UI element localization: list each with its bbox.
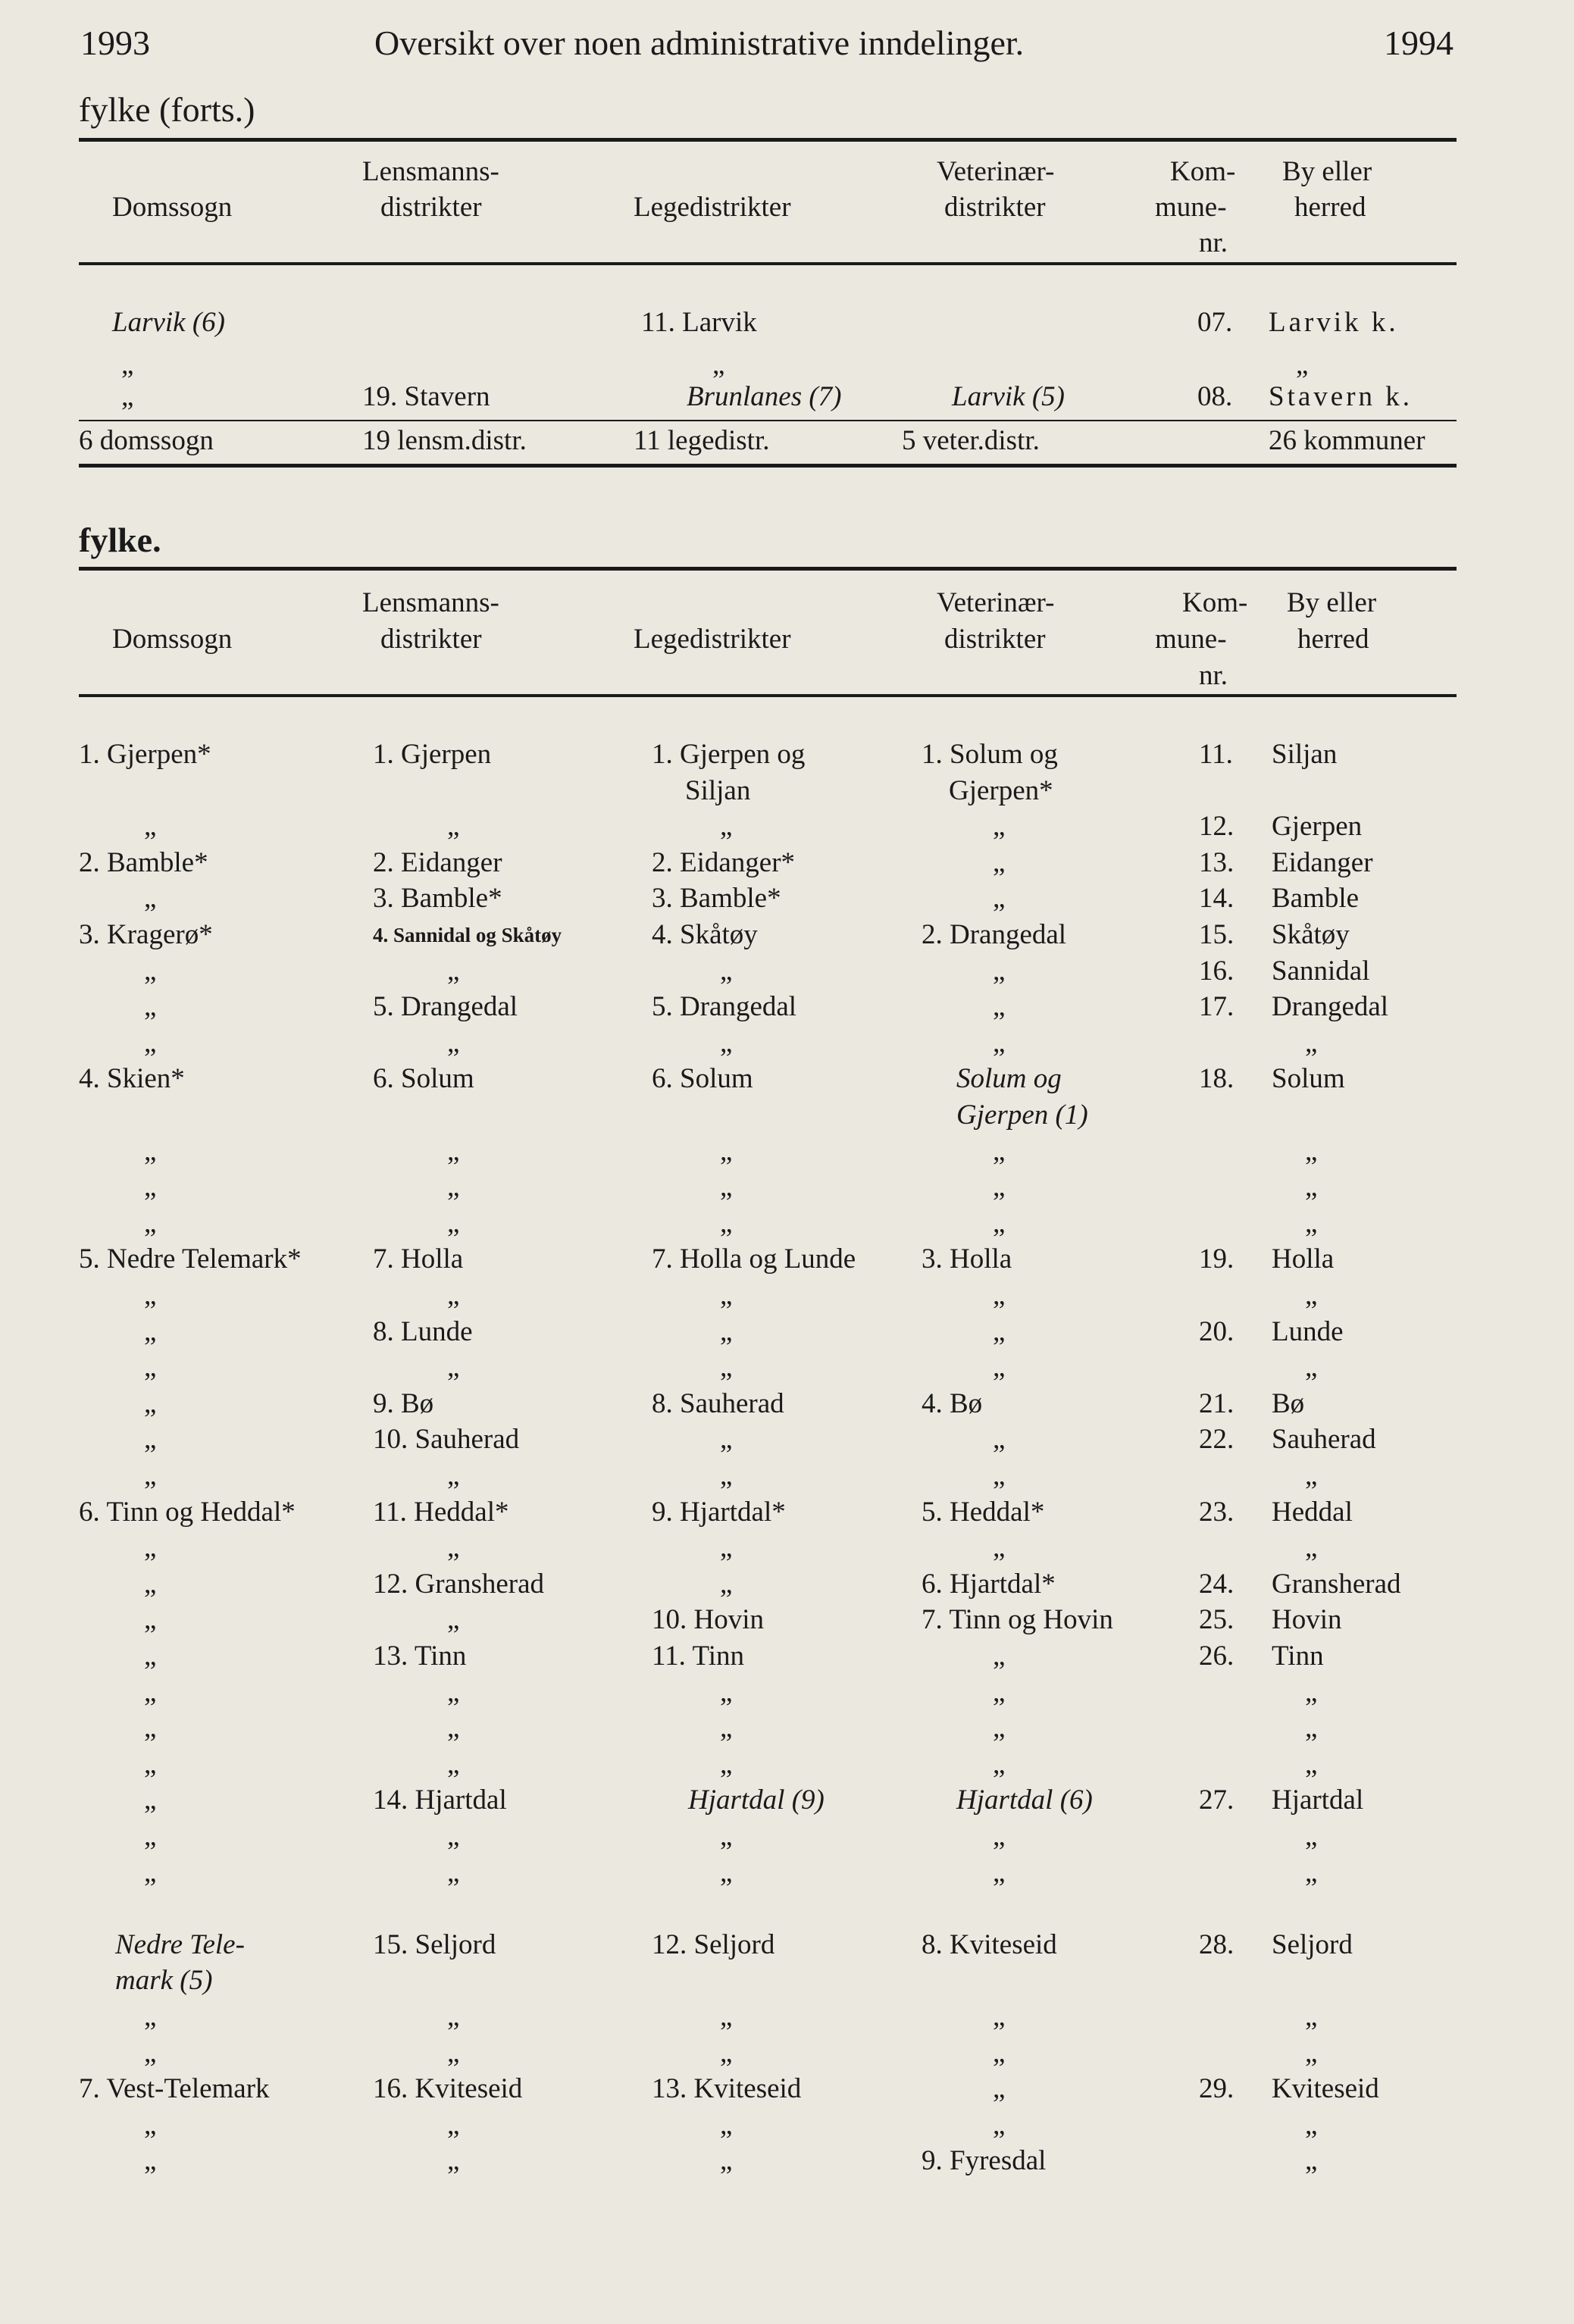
section1-bottom-rule bbox=[79, 464, 1457, 468]
s2-r16-c6: Lunde bbox=[1272, 1316, 1344, 1347]
s2-r35-c4: „ bbox=[993, 2001, 1006, 2032]
s2-r8-c2: „ bbox=[447, 1028, 460, 1059]
s2-r12-c2: „ bbox=[447, 1171, 460, 1203]
s2-r16-c1: „ bbox=[144, 1316, 157, 1347]
s2-r2-c6: Gjerpen bbox=[1272, 811, 1363, 842]
s2-r2-c3: „ bbox=[720, 811, 733, 842]
section1-top-rule bbox=[79, 138, 1457, 142]
s2-r7-c1: „ bbox=[144, 991, 157, 1022]
s2-r28-c1: „ bbox=[144, 1749, 157, 1780]
s2-r30-c2: „ bbox=[447, 1821, 460, 1852]
s2-r37-c4: „ bbox=[993, 2073, 1006, 2104]
s2-r24-c3: 10. Hovin bbox=[652, 1604, 764, 1635]
s2-r14-c2: 7. Holla bbox=[373, 1243, 464, 1275]
s1-sum-c4: 5 veter.distr. bbox=[902, 425, 1040, 456]
s2-r15-c4: „ bbox=[993, 1280, 1006, 1311]
s2-r21-c1: 6. Tinn og Heddal* bbox=[79, 1497, 296, 1528]
section1-header-rule bbox=[79, 262, 1457, 265]
s2-r20-c1: „ bbox=[144, 1460, 157, 1491]
s2-r12-c4: „ bbox=[993, 1171, 1006, 1203]
s2-r38-c4: „ bbox=[993, 2110, 1006, 2141]
s2-r9-c4: Solum og bbox=[956, 1063, 1062, 1094]
s2-r38-c3: „ bbox=[720, 2110, 733, 2141]
s2-r3-c2: 2. Eidanger bbox=[373, 847, 502, 878]
s2-r28-c3: „ bbox=[720, 1749, 733, 1780]
s2-r28-c6: „ bbox=[1305, 1749, 1318, 1780]
s2-r29-c2: 14. Hjartdal bbox=[373, 1784, 507, 1816]
s2-r23-c5: 24. bbox=[1199, 1569, 1234, 1600]
s2-r39-c6: „ bbox=[1305, 2145, 1318, 2176]
s2-r2-c2: „ bbox=[447, 811, 460, 842]
s2-r29-c5: 27. bbox=[1199, 1784, 1234, 1816]
s2-col-by-2: herred bbox=[1297, 624, 1369, 655]
s2-r6-c3: „ bbox=[720, 956, 733, 987]
s2-r33-c3: 12. Seljord bbox=[652, 1929, 775, 1960]
s2-r1-c3: Siljan bbox=[685, 775, 751, 806]
s2-r39-c4: 9. Fyresdal bbox=[922, 2145, 1047, 2176]
s2-r6-c4: „ bbox=[993, 956, 1006, 987]
s2-r0-c5: 11. bbox=[1199, 739, 1233, 770]
s2-r30-c4: „ bbox=[993, 1821, 1006, 1852]
s2-r39-c2: „ bbox=[447, 2145, 460, 2176]
s2-r23-c6: Gransherad bbox=[1272, 1569, 1401, 1600]
s2-r5-c3: 4. Skåtøy bbox=[652, 919, 758, 950]
s2-r17-c6: „ bbox=[1305, 1352, 1318, 1383]
s2-col-komm-2: mune- bbox=[1155, 624, 1227, 655]
s2-r3-c5: 13. bbox=[1199, 847, 1234, 878]
s2-r4-c6: Bamble bbox=[1272, 883, 1360, 914]
s1-r2-c6: Stavern k. bbox=[1269, 381, 1413, 412]
s2-r35-c1: „ bbox=[144, 2001, 157, 2032]
s2-r18-c3: 8. Sauherad bbox=[652, 1388, 784, 1419]
s2-r9-c2: 6. Solum bbox=[373, 1063, 474, 1094]
s2-r37-c3: 13. Kviteseid bbox=[652, 2073, 802, 2104]
s2-r18-c5: 21. bbox=[1199, 1388, 1234, 1419]
s1-r2-c1: „ bbox=[121, 381, 134, 412]
s1-r0-c5: 07. bbox=[1197, 307, 1233, 338]
s2-r36-c3: „ bbox=[720, 2038, 733, 2069]
s2-r8-c6: „ bbox=[1305, 1028, 1318, 1059]
s1-sum-c1: 6 domssogn bbox=[79, 425, 214, 456]
s2-r19-c3: „ bbox=[720, 1424, 733, 1455]
s2-r26-c4: „ bbox=[993, 1677, 1006, 1708]
s2-r29-c4: Hjartdal (6) bbox=[956, 1784, 1093, 1816]
s2-r23-c2: 12. Gransherad bbox=[373, 1569, 545, 1600]
s2-r33-c1: Nedre Tele- bbox=[115, 1929, 245, 1960]
s2-col-domssogn: Domssogn bbox=[112, 624, 233, 655]
s2-r28-c2: „ bbox=[447, 1749, 460, 1780]
s2-r35-c2: „ bbox=[447, 2001, 460, 2032]
s2-r14-c1: 5. Nedre Telemark* bbox=[79, 1243, 302, 1275]
s1-col-lensmann-1: Lensmanns- bbox=[362, 156, 499, 187]
s2-r21-c4: 5. Heddal* bbox=[922, 1497, 1045, 1528]
s2-r8-c3: „ bbox=[720, 1028, 733, 1059]
s2-r0-c3: 1. Gjerpen og bbox=[652, 739, 806, 770]
s2-r18-c2: 9. Bø bbox=[373, 1388, 434, 1419]
s2-r17-c1: „ bbox=[144, 1352, 157, 1383]
s1-col-by-1: By eller bbox=[1282, 156, 1372, 187]
section2-top-rule bbox=[79, 567, 1457, 571]
s2-r18-c4: 4. Bø bbox=[922, 1388, 983, 1419]
s1-r1-c6: „ bbox=[1296, 349, 1309, 380]
s1-r2-c2: 19. Stavern bbox=[362, 381, 490, 412]
s2-r4-c3: 3. Bamble* bbox=[652, 883, 781, 914]
s2-r2-c4: „ bbox=[993, 811, 1006, 842]
s2-r15-c2: „ bbox=[447, 1280, 460, 1311]
s2-r23-c3: „ bbox=[720, 1569, 733, 1600]
s2-r27-c1: „ bbox=[144, 1713, 157, 1744]
s1-col-komm-1: Kom- bbox=[1170, 156, 1236, 187]
s2-r38-c2: „ bbox=[447, 2110, 460, 2141]
s1-col-lege: Legedistrikter bbox=[634, 192, 791, 223]
s2-r20-c4: „ bbox=[993, 1460, 1006, 1491]
page-number-left: 1993 bbox=[80, 23, 150, 62]
s2-r7-c2: 5. Drangedal bbox=[373, 991, 518, 1022]
s2-r7-c5: 17. bbox=[1199, 991, 1234, 1022]
s2-r19-c4: „ bbox=[993, 1424, 1006, 1455]
s2-r21-c3: 9. Hjartdal* bbox=[652, 1497, 786, 1528]
s1-col-komm-3: nr. bbox=[1199, 227, 1228, 258]
section2-header-rule bbox=[79, 694, 1457, 697]
s2-r9-c6: Solum bbox=[1272, 1063, 1345, 1094]
s2-r0-c4: 1. Solum og bbox=[922, 739, 1058, 770]
s2-r13-c6: „ bbox=[1305, 1208, 1318, 1239]
s2-r0-c1: 1. Gjerpen* bbox=[79, 739, 211, 770]
s2-r23-c1: „ bbox=[144, 1569, 157, 1600]
s2-r37-c2: 16. Kviteseid bbox=[373, 2073, 523, 2104]
s2-r39-c1: „ bbox=[144, 2145, 157, 2176]
s2-r34-c1: mark (5) bbox=[115, 1965, 213, 1996]
s2-r20-c2: „ bbox=[447, 1460, 460, 1491]
s2-r36-c1: „ bbox=[144, 2038, 157, 2069]
s2-r12-c6: „ bbox=[1305, 1171, 1318, 1203]
s2-r23-c4: 6. Hjartdal* bbox=[922, 1569, 1056, 1600]
s2-r37-c6: Kviteseid bbox=[1272, 2073, 1379, 2104]
s2-col-lensmann-2: distrikter bbox=[380, 624, 482, 655]
s2-r22-c3: „ bbox=[720, 1532, 733, 1563]
s2-r9-c3: 6. Solum bbox=[652, 1063, 753, 1094]
s2-r24-c4: 7. Tinn og Hovin bbox=[922, 1604, 1113, 1635]
s2-r5-c1: 3. Kragerø* bbox=[79, 919, 213, 950]
s2-r13-c1: „ bbox=[144, 1208, 157, 1239]
s2-r19-c6: Sauherad bbox=[1272, 1424, 1376, 1455]
s2-col-vet-1: Veterinær- bbox=[937, 587, 1055, 618]
s2-r26-c3: „ bbox=[720, 1677, 733, 1708]
s2-r31-c2: „ bbox=[447, 1857, 460, 1888]
s1-col-vet-2: distrikter bbox=[944, 192, 1046, 223]
s2-r30-c6: „ bbox=[1305, 1821, 1318, 1852]
s2-r36-c4: „ bbox=[993, 2038, 1006, 2069]
s2-col-vet-2: distrikter bbox=[944, 624, 1046, 655]
s2-r38-c6: „ bbox=[1305, 2110, 1318, 2141]
s2-r24-c1: „ bbox=[144, 1604, 157, 1635]
s2-r6-c6: Sannidal bbox=[1272, 956, 1370, 987]
s2-r2-c5: 12. bbox=[1199, 811, 1234, 842]
s2-r9-c1: 4. Skien* bbox=[79, 1063, 185, 1094]
s2-r33-c6: Seljord bbox=[1272, 1929, 1353, 1960]
s1-r2-c5: 08. bbox=[1197, 381, 1233, 412]
s2-r6-c5: 16. bbox=[1199, 956, 1234, 987]
s2-r16-c2: 8. Lunde bbox=[373, 1316, 473, 1347]
s2-col-komm-3: nr. bbox=[1199, 660, 1228, 691]
s2-r8-c1: „ bbox=[144, 1028, 157, 1059]
s1-sum-c2: 19 lensm.distr. bbox=[362, 425, 527, 456]
s2-r24-c5: 25. bbox=[1199, 1604, 1234, 1635]
s2-r16-c3: „ bbox=[720, 1316, 733, 1347]
s2-r4-c4: „ bbox=[993, 883, 1006, 914]
s2-r35-c6: „ bbox=[1305, 2001, 1318, 2032]
s2-r26-c6: „ bbox=[1305, 1677, 1318, 1708]
s2-r1-c4: Gjerpen* bbox=[949, 775, 1053, 806]
s2-r27-c4: „ bbox=[993, 1713, 1006, 1744]
s2-r30-c1: „ bbox=[144, 1821, 157, 1852]
s2-r11-c2: „ bbox=[447, 1136, 460, 1167]
s2-r27-c3: „ bbox=[720, 1713, 733, 1744]
s2-r7-c4: „ bbox=[993, 991, 1006, 1022]
s1-sum-c3: 11 legedistr. bbox=[634, 425, 770, 456]
s1-col-lensmann-2: distrikter bbox=[380, 192, 482, 223]
s2-r8-c4: „ bbox=[993, 1028, 1006, 1059]
s2-r5-c6: Skåtøy bbox=[1272, 919, 1350, 950]
s2-r31-c3: „ bbox=[720, 1857, 733, 1888]
s2-r29-c6: Hjartdal bbox=[1272, 1784, 1364, 1816]
s2-r6-c2: „ bbox=[447, 956, 460, 987]
s2-r11-c4: „ bbox=[993, 1136, 1006, 1167]
s2-r37-c1: 7. Vest-Telemark bbox=[79, 2073, 270, 2104]
s1-r1-c1: „ bbox=[121, 349, 134, 380]
s2-r33-c4: 8. Kviteseid bbox=[922, 1929, 1057, 1960]
s2-r27-c2: „ bbox=[447, 1713, 460, 1744]
s2-r17-c3: „ bbox=[720, 1352, 733, 1383]
s2-r10-c4: Gjerpen (1) bbox=[956, 1099, 1088, 1131]
s2-r13-c2: „ bbox=[447, 1208, 460, 1239]
s2-r37-c5: 29. bbox=[1199, 2073, 1234, 2104]
s2-r21-c2: 11. Heddal* bbox=[373, 1497, 509, 1528]
s2-r18-c1: „ bbox=[144, 1388, 157, 1419]
s1-col-by-2: herred bbox=[1294, 192, 1366, 223]
s2-r5-c4: 2. Drangedal bbox=[922, 919, 1067, 950]
s2-r21-c5: 23. bbox=[1199, 1497, 1234, 1528]
s1-col-komm-2: mune- bbox=[1155, 192, 1227, 223]
s2-r26-c1: „ bbox=[144, 1677, 157, 1708]
s2-r31-c1: „ bbox=[144, 1857, 157, 1888]
s2-r9-c5: 18. bbox=[1199, 1063, 1234, 1094]
s2-r3-c6: Eidanger bbox=[1272, 847, 1373, 878]
s2-r36-c6: „ bbox=[1305, 2038, 1318, 2069]
s1-r0-c6: Larvik k. bbox=[1269, 307, 1399, 338]
section1-sum-rule bbox=[79, 420, 1457, 421]
s2-r11-c1: „ bbox=[144, 1136, 157, 1167]
s2-r4-c5: 14. bbox=[1199, 883, 1234, 914]
s1-col-domssogn: Domssogn bbox=[112, 192, 233, 223]
s2-r5-c2: 4. Sannidal og Skåtøy bbox=[373, 924, 562, 946]
s2-r22-c2: „ bbox=[447, 1532, 460, 1563]
s2-r22-c1: „ bbox=[144, 1532, 157, 1563]
page-title: Oversikt over noen administrative inndelinger. bbox=[374, 23, 1025, 62]
s2-r11-c3: „ bbox=[720, 1136, 733, 1167]
s2-r16-c4: „ bbox=[993, 1316, 1006, 1347]
s2-r39-c3: „ bbox=[720, 2145, 733, 2176]
s2-r17-c4: „ bbox=[993, 1352, 1006, 1383]
s2-r26-c2: „ bbox=[447, 1677, 460, 1708]
s2-r4-c1: „ bbox=[144, 883, 157, 914]
s2-r19-c2: 10. Sauherad bbox=[373, 1424, 520, 1455]
s2-r15-c3: „ bbox=[720, 1280, 733, 1311]
s2-r2-c1: „ bbox=[144, 811, 157, 842]
s2-r38-c1: „ bbox=[144, 2110, 157, 2141]
s2-r15-c6: „ bbox=[1305, 1280, 1318, 1311]
s2-r28-c4: „ bbox=[993, 1749, 1006, 1780]
s2-r0-c6: Siljan bbox=[1272, 739, 1338, 770]
s2-r22-c6: „ bbox=[1305, 1532, 1318, 1563]
s2-r24-c6: Hovin bbox=[1272, 1604, 1342, 1635]
s2-r33-c5: 28. bbox=[1199, 1929, 1234, 1960]
s2-r36-c2: „ bbox=[447, 2038, 460, 2069]
s2-r17-c2: „ bbox=[447, 1352, 460, 1383]
s2-r21-c6: Heddal bbox=[1272, 1497, 1353, 1528]
s1-r2-c3: Brunlanes (7) bbox=[687, 381, 842, 412]
section1-title: fylke (forts.) bbox=[79, 90, 255, 129]
s2-r31-c6: „ bbox=[1305, 1857, 1318, 1888]
s2-r3-c4: „ bbox=[993, 847, 1006, 878]
s2-r31-c4: „ bbox=[993, 1857, 1006, 1888]
s2-r25-c2: 13. Tinn bbox=[373, 1641, 467, 1672]
s1-col-vet-1: Veterinær- bbox=[937, 156, 1055, 187]
s2-col-komm-1: Kom- bbox=[1182, 587, 1248, 618]
s2-r20-c3: „ bbox=[720, 1460, 733, 1491]
s2-r25-c6: Tinn bbox=[1272, 1641, 1324, 1672]
s2-r27-c6: „ bbox=[1305, 1713, 1318, 1744]
s2-r19-c1: „ bbox=[144, 1424, 157, 1455]
s2-r29-c1: „ bbox=[144, 1784, 157, 1816]
s2-r14-c4: 3. Holla bbox=[922, 1243, 1012, 1275]
s1-r0-c1: Larvik (6) bbox=[112, 307, 225, 338]
s1-r1-c3: „ bbox=[712, 349, 725, 380]
s2-r0-c2: 1. Gjerpen bbox=[373, 739, 492, 770]
s2-r25-c3: 11. Tinn bbox=[652, 1641, 745, 1672]
s2-r33-c2: 15. Seljord bbox=[373, 1929, 496, 1960]
s2-r14-c5: 19. bbox=[1199, 1243, 1234, 1275]
s2-r11-c6: „ bbox=[1305, 1136, 1318, 1167]
s2-r14-c6: Holla bbox=[1272, 1243, 1335, 1275]
s2-r13-c3: „ bbox=[720, 1208, 733, 1239]
s2-r3-c1: 2. Bamble* bbox=[79, 847, 208, 878]
s2-r29-c3: Hjartdal (9) bbox=[688, 1784, 825, 1816]
s2-r19-c5: 22. bbox=[1199, 1424, 1234, 1455]
s2-r30-c3: „ bbox=[720, 1821, 733, 1852]
s2-r4-c2: 3. Bamble* bbox=[373, 883, 502, 914]
s2-r25-c1: „ bbox=[144, 1641, 157, 1672]
s2-r16-c5: 20. bbox=[1199, 1316, 1234, 1347]
s2-r7-c3: 5. Drangedal bbox=[652, 991, 797, 1022]
s2-r13-c4: „ bbox=[993, 1208, 1006, 1239]
s2-col-lensmann-1: Lensmanns- bbox=[362, 587, 499, 618]
s2-r3-c3: 2. Eidanger* bbox=[652, 847, 796, 878]
s2-r12-c3: „ bbox=[720, 1171, 733, 1203]
s2-r22-c4: „ bbox=[993, 1532, 1006, 1563]
s2-r14-c3: 7. Holla og Lunde bbox=[652, 1243, 856, 1275]
s2-r25-c4: „ bbox=[993, 1641, 1006, 1672]
s1-r0-c3: 11. Larvik bbox=[641, 307, 757, 338]
s2-r24-c2: „ bbox=[447, 1604, 460, 1635]
s2-r18-c6: Bø bbox=[1272, 1388, 1305, 1419]
s2-r6-c1: „ bbox=[144, 956, 157, 987]
s2-r20-c6: „ bbox=[1305, 1460, 1318, 1491]
s1-r2-c4: Larvik (5) bbox=[952, 381, 1065, 412]
s2-r5-c5: 15. bbox=[1199, 919, 1234, 950]
s2-col-by-1: By eller bbox=[1287, 587, 1377, 618]
s2-r12-c1: „ bbox=[144, 1171, 157, 1203]
page-number-right: 1994 bbox=[1384, 23, 1454, 62]
s2-col-lege: Legedistrikter bbox=[634, 624, 791, 655]
s1-sum-c6: 26 kommuner bbox=[1269, 425, 1425, 456]
s2-r7-c6: Drangedal bbox=[1272, 991, 1389, 1022]
section2-title: fylke. bbox=[79, 521, 161, 559]
s2-r25-c5: 26. bbox=[1199, 1641, 1234, 1672]
s2-r35-c3: „ bbox=[720, 2001, 733, 2032]
s2-r15-c1: „ bbox=[144, 1280, 157, 1311]
